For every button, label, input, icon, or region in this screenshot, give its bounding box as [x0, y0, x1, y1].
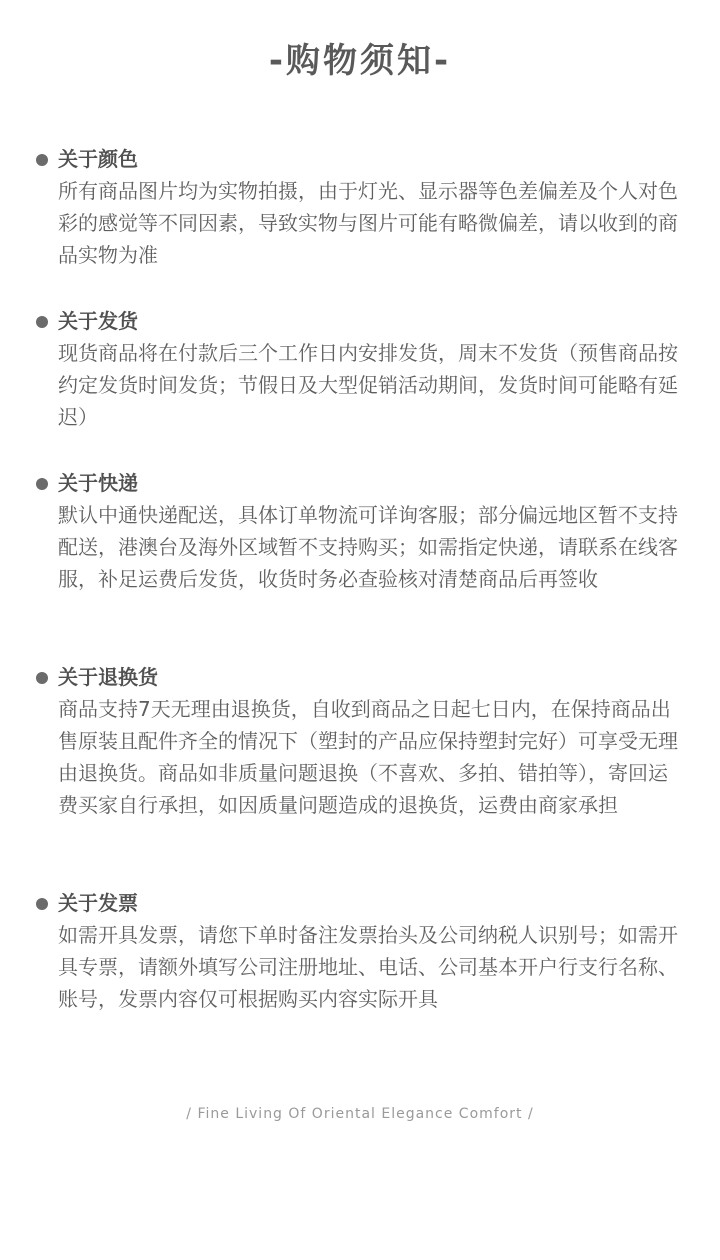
bullet-dot-icon — [36, 898, 48, 910]
section-body: 如需开具发票，请您下单时备注发票抬头及公司纳税人识别号；如需开具专票，请额外填写公司注册地址、电话、公司基本开户行支行名称、账号，发票内容仅可根据购买内容实际开具 — [58, 923, 678, 1011]
section-invoice — [36, 887, 686, 1015]
section-title: 关于颜色 — [58, 147, 138, 171]
section-header — [36, 467, 686, 499]
section-title: 关于快递 — [58, 471, 138, 495]
section-courier — [36, 467, 686, 595]
section-title: 关于发票 — [58, 891, 138, 915]
section-header — [36, 887, 686, 919]
footer-slogan: / Fine Living Of Oriental Elegance Comfort / — [186, 1106, 534, 1122]
bullet-dot-icon — [36, 478, 48, 490]
section-header — [36, 305, 686, 337]
section-body: 现货商品将在付款后三个工作日内安排发货，周末不发货（预售商品按约定发货时间发货；节假日及大型促销活动期间，发货时间可能略有延迟） — [58, 341, 678, 429]
section-color — [36, 143, 686, 271]
page-title: -购物须知- — [268, 41, 452, 81]
bullet-dot-icon — [36, 672, 48, 684]
section-shipping — [36, 305, 686, 433]
section-returns — [36, 661, 686, 821]
section-title: 关于发货 — [58, 309, 138, 333]
bullet-dot-icon — [36, 316, 48, 328]
section-body: 默认中通快递配送，具体订单物流可详询客服；部分偏远地区暂不支持配送，港澳台及海外区域暂不支持购买；如需指定快递，请联系在线客服，补足运费后发货，收货时务必查验核对清楚商品后再签收 — [58, 503, 678, 591]
section-header — [36, 143, 686, 175]
section-body: 所有商品图片均为实物拍摄，由于灯光、显示器等色差偏差及个人对色彩的感觉等不同因素，导致实物与图片可能有略微偏差，请以收到的商品实物为准 — [58, 179, 678, 267]
bullet-dot-icon — [36, 154, 48, 166]
section-title: 关于退换货 — [58, 665, 158, 689]
section-body: 商品支持7天无理由退换货，自收到商品之日起七日内，在保持商品出售原装且配件齐全的情况下（塑封的产品应保持塑封完好）可享受无理由退换货。商品如非质量问题退换（不喜欢、多拍、错拍等），寄回运费买家自行承担，如因质量问题造成的退换货，运费由商家承担 — [58, 697, 678, 817]
section-header — [36, 661, 686, 693]
